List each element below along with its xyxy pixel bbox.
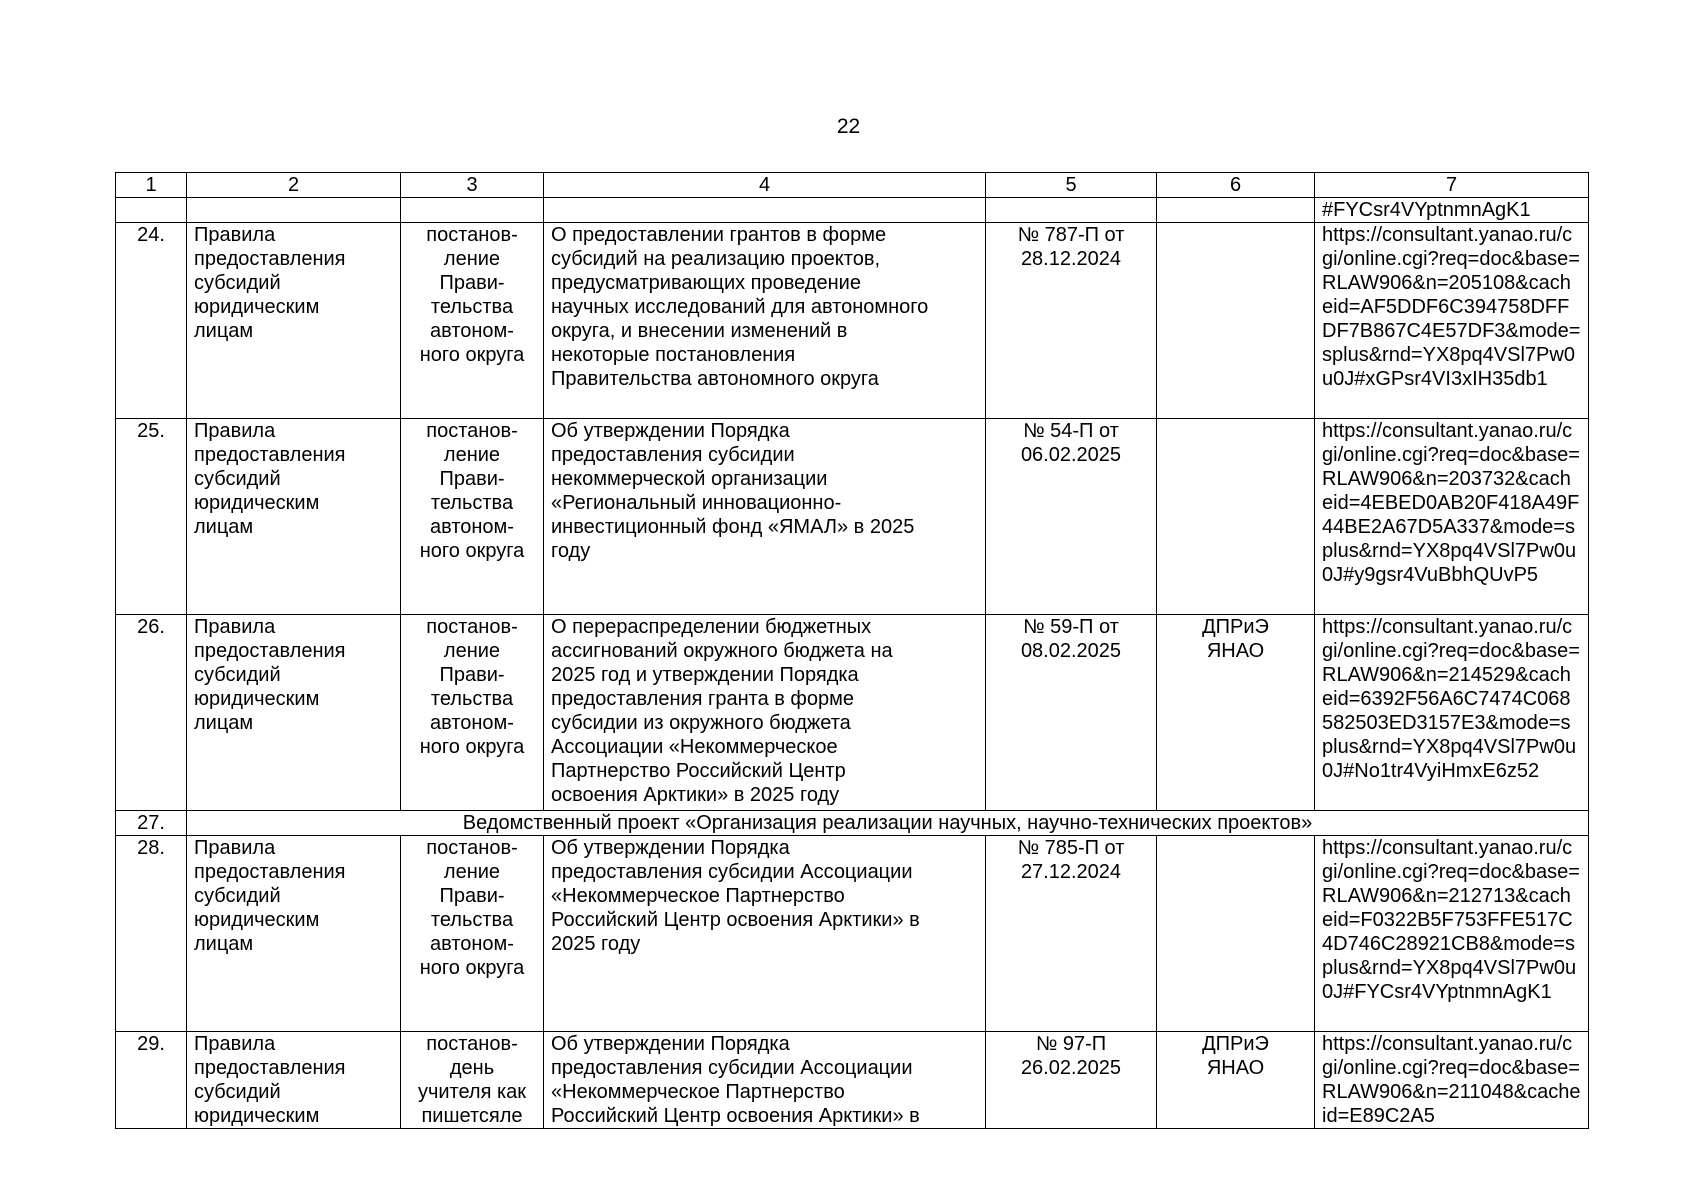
act-link[interactable]: https://consultant.yanao.ru/cgi/online.cgi?req=doc&base=RLAW906&n=205108&cacheid=AF5DDF6C394758DFFDF7B867C4E57DF3&mode=splus&rnd=YX8pq4VSl7Pw0u0J#xGPsr4VI3xIH35db1 [1315, 223, 1589, 419]
act-type: Правила предоставления субсидий юридическим [187, 1032, 401, 1129]
header-cell: 5 [986, 173, 1157, 198]
act-type: Правила предоставления субсидий юридическим лицам [187, 419, 401, 615]
act-org [1157, 419, 1315, 615]
header-cell: 7 [1315, 173, 1589, 198]
act-title: О перераспределении бюджетных ассигнований окружного бюджета на 2025 год и утверждении Порядка предоставления гранта в форме субсидии из окружного бюджета Ассоциации «Некоммерческое Партнерство Российский Центр освоения Арктики» в 2025 году [544, 615, 986, 811]
act-title: Об утверждении Порядка предоставления субсидии Ассоциации «Некоммерческое Партнерство Российский Центр освоения Арктики» в [544, 1032, 986, 1129]
act-kind: постанов- ление Прави- тельства автоном- ного округа [401, 615, 544, 811]
act-kind: постанов- день учителя как пишетсяле [401, 1032, 544, 1129]
act-number: № 785-П от 27.12.2024 [986, 836, 1157, 1032]
row-number: 26. [116, 615, 187, 811]
table-row [116, 223, 1589, 419]
act-link[interactable]: https://consultant.yanao.ru/cgi/online.cgi?req=doc&base=RLAW906&n=212713&cacheid=F0322B5F753FFE517C4D746C28921CB8&mode=splus&rnd=YX8pq4VSl7Pw0u0J#FYCsr4VYptnmnAgK1 [1315, 836, 1589, 1032]
act-link[interactable]: https://consultant.yanao.ru/cgi/online.cgi?req=doc&base=RLAW906&n=203732&cacheid=4EBED0AB20F418A49F44BE2A67D5A337&mode=splus&rnd=YX8pq4VSl7Pw0u0J#y9gsr4VuBbhQUvP5 [1315, 419, 1589, 615]
act-org [1157, 223, 1315, 419]
section-row [116, 811, 1589, 836]
act-kind: постанов- ление Прави- тельства автоном- ного округа [401, 223, 544, 419]
header-cell: 4 [544, 173, 986, 198]
page-number: 22 [836, 115, 861, 138]
header-row [116, 173, 1589, 198]
act-link[interactable]: https://consultant.yanao.ru/cgi/online.cgi?req=doc&base=RLAW906&n=214529&cacheid=6392F56A6C7474C068582503ED3157E3&mode=splus&rnd=YX8pq4VSl7Pw0u0J#No1tr4VyiHmxE6z52 [1315, 615, 1589, 811]
continuation-url: #FYCsr4VYptnmnAgK1 [1315, 198, 1589, 223]
table-row [116, 1032, 1589, 1129]
row-number: 25. [116, 419, 187, 615]
act-title: О предоставлении грантов в форме субсидий на реализацию проектов, предусматривающих проведение научных исследований для автономного округа, и внесении изменений в некоторые постановления Правительства автономного округа [544, 223, 986, 419]
row-number: 28. [116, 836, 187, 1032]
continuation-row [116, 198, 1589, 223]
act-type: Правила предоставления субсидий юридическим лицам [187, 615, 401, 811]
table-row [116, 615, 1589, 811]
act-type: Правила предоставления субсидий юридическим лицам [187, 836, 401, 1032]
regulations-table [115, 172, 1589, 1129]
act-number: № 787-П от 28.12.2024 [986, 223, 1157, 419]
header-cell: 1 [116, 173, 187, 198]
row-number: 29. [116, 1032, 187, 1129]
act-number: № 54-П от 06.02.2025 [986, 419, 1157, 615]
act-org: ДПРиЭ ЯНАО [1157, 615, 1315, 811]
table-row [116, 836, 1589, 1032]
row-number: 27. [116, 811, 187, 836]
act-title: Об утверждении Порядка предоставления субсидии некоммерческой организации «Региональный инновационно- инвестиционный фонд «ЯМАЛ» в 2025 году [544, 419, 986, 615]
header-cell: 2 [187, 173, 401, 198]
act-kind: постанов- ление Прави- тельства автоном- ного округа [401, 836, 544, 1032]
act-number: № 97-П 26.02.2025 [986, 1032, 1157, 1129]
row-number: 24. [116, 223, 187, 419]
act-kind: постанов- ление Прави- тельства автоном- ного округа [401, 419, 544, 615]
act-org [1157, 836, 1315, 1032]
section-title: Ведомственный проект «Организация реализации научных, научно-технических проектов» [187, 811, 1589, 836]
act-org: ДПРиЭ ЯНАО [1157, 1032, 1315, 1129]
header-cell: 6 [1157, 173, 1315, 198]
act-link[interactable]: https://consultant.yanao.ru/cgi/online.cgi?req=doc&base=RLAW906&n=211048&cacheid=E89C2A5 [1315, 1032, 1589, 1129]
act-type: Правила предоставления субсидий юридическим лицам [187, 223, 401, 419]
header-cell: 3 [401, 173, 544, 198]
act-number: № 59-П от 08.02.2025 [986, 615, 1157, 811]
table-row [116, 419, 1589, 615]
act-title: Об утверждении Порядка предоставления субсидии Ассоциации «Некоммерческое Партнерство Российский Центр освоения Арктики» в 2025 году [544, 836, 986, 1032]
